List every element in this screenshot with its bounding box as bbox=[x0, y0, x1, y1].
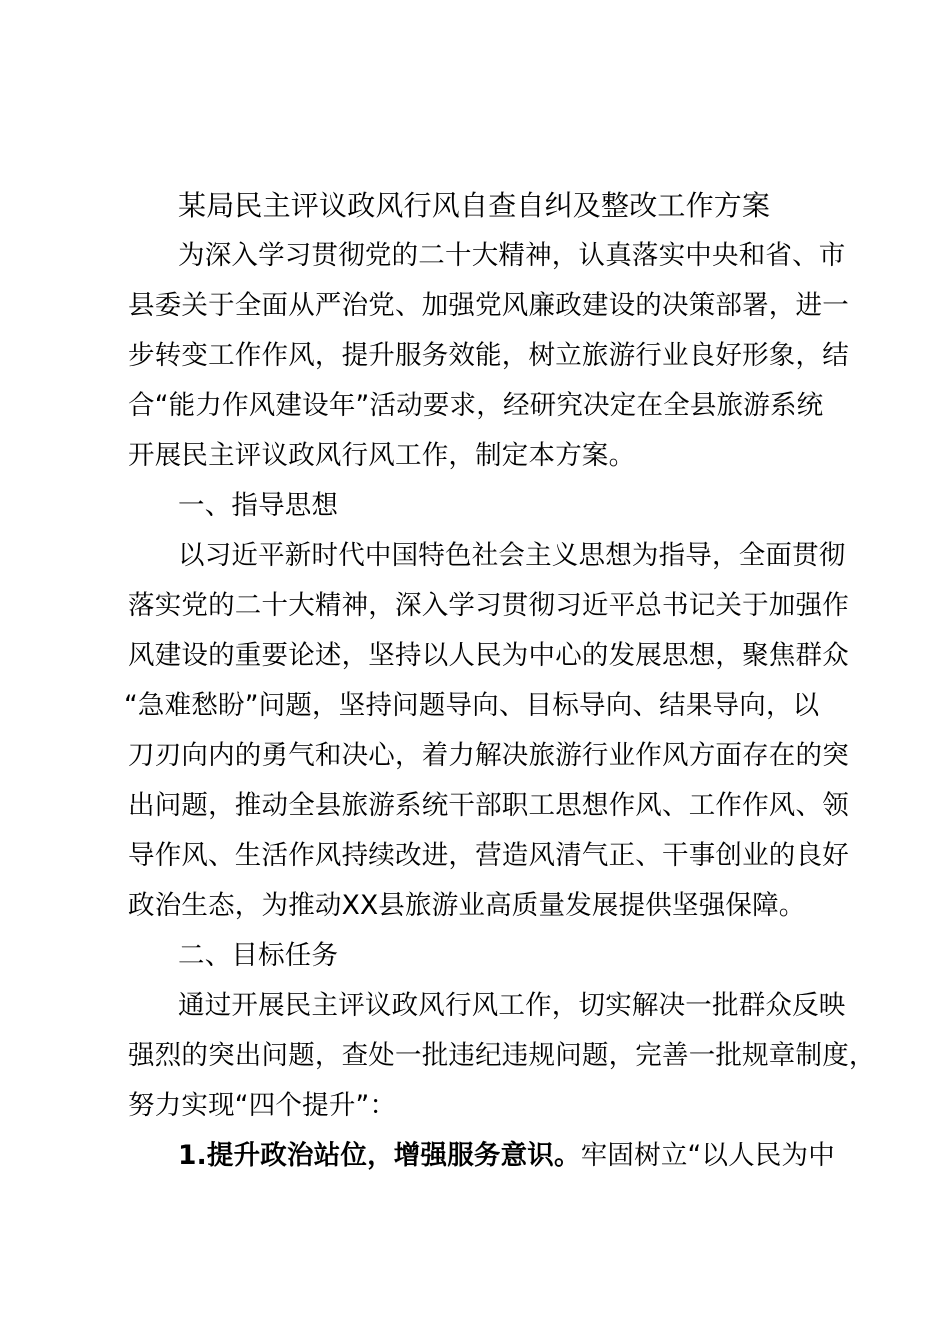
section1-line-7: 导作风、生活作风持续改进，营造风清气正、干事创业的良好 bbox=[128, 840, 849, 871]
item-1-heading: 1.提升政治站位，增强服务意识。 bbox=[178, 1140, 581, 1171]
document-title: 某局民主评议政风行风自查自纠及整改工作方案 bbox=[178, 189, 771, 222]
section1-line-4: “急难愁盼”问题，坚持问题导向、目标导向、结果导向，以 bbox=[124, 690, 820, 721]
section1-line-1: 以习近平新时代中国特色社会主义思想为指导，全面贯彻 bbox=[178, 540, 846, 571]
section1-line-3: 风建设的重要论述，坚持以人民为中心的发展思想，聚焦群众 bbox=[128, 640, 849, 671]
section1-heading: 一、指导思想 bbox=[178, 490, 339, 521]
section2-item-1 bbox=[178, 1139, 888, 1173]
section1-line-2: 落实党的二十大精神，深入学习贯彻习近平总书记关于加强作 bbox=[128, 590, 849, 621]
intro-line-2: 县委关于全面从严治党、加强党风廉政建设的决策部署，进一 bbox=[128, 290, 849, 321]
intro-line-1: 为深入学习贯彻党的二十大精神，认真落实中央和省、市 bbox=[178, 240, 846, 271]
section1-line-8: 政治生态，为推动XX县旅游业高质量发展提供坚强保障。 bbox=[128, 890, 806, 921]
intro-line-3: 步转变工作作风，提升服务效能，树立旅游行业良好形象，结 bbox=[128, 340, 849, 371]
section1-line-5: 刀刃向内的勇气和决心，着力解决旅游行业作风方面存在的突 bbox=[128, 740, 849, 771]
section2-heading: 二、目标任务 bbox=[178, 940, 339, 971]
intro-line-5: 开展民主评议政风行风工作，制定本方案。 bbox=[128, 440, 636, 471]
section2-line-1: 通过开展民主评议政风行风工作，切实解决一批群众反映 bbox=[178, 990, 846, 1021]
section2-line-2: 强烈的突出问题，查处一批违纪违规问题，完善一批规章制度， bbox=[128, 1040, 876, 1071]
item-1-text: 牢固树立“以人民为中 bbox=[580, 1140, 835, 1171]
section2-line-3: 努力实现“四个提升”： bbox=[128, 1090, 397, 1121]
intro-line-4: 合“能力作风建设年”活动要求，经研究决定在全县旅游系统 bbox=[128, 390, 824, 421]
section1-line-6: 出问题，推动全县旅游系统干部职工思想作风、工作作风、领 bbox=[128, 790, 849, 821]
